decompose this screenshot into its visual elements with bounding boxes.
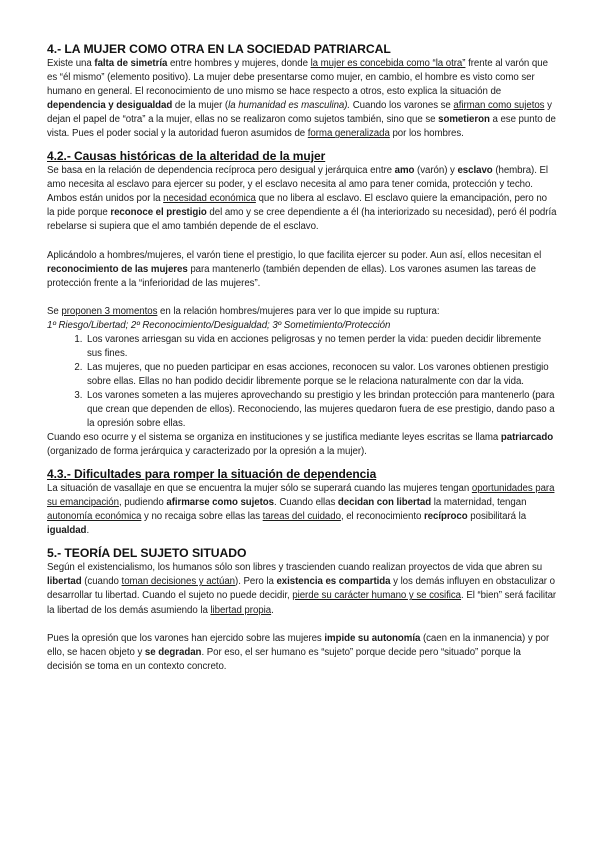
moments-line: 1º Riesgo/Libertad; 2º Reconocimiento/Desigualdad; 3º Sometimiento/Protección: [47, 319, 391, 331]
section-4-2-title: 4.2.- Causas históricas de la alteridad de la mujer: [47, 149, 326, 164]
section-4-3-title: 4.3.- Dificultades para romper la situación de dependencia: [47, 467, 377, 482]
document-page: [47, 42, 557, 674]
list-item: 3. Los varones someten a las mujeres aprovechando su prestigio y les brindan protección para mantenerlo (para que crean que dependen de ellos). Reconociendo, las mujeres quedaron fuera de ese prestigio, dando paso a la opresión sobre ellas.: [85, 389, 557, 431]
section-4-2-paragraph-2: Aplicándolo a hombres/mujeres, el varón tiene el prestigio, lo que facilita ejercer su poder. Aun así, ellos necesitan el reconocimiento de las mujeres para mantenerlo (también dependen de ellas). Los varones asumen las tareas de protección frente a la “inferioridad de las mujeres”.: [47, 249, 542, 289]
section-5-paragraph-1: Según el existencialismo, los humanos sólo son libres y trascienden cuando realizan proyectos de vida que abren su libertad (cuando toman decisiones y actúan). Pero la existencia es compartida y los demás influyen en obstaculizar o desarrollar tu libertad. Cuando el sujeto no puede decidir, pierde su carácter humano y se cosifica. El “bien” será facilitar la libertad de los demás asumiendo la libertad propia.: [47, 562, 557, 616]
list-item: 2. Las mujeres, que no pueden participar en esas acciones, reconocen su valor. Los varones obtienen prestigio sobre ellas. Ellas no han podido decidir libremente porque se le relaciona naturalmente con dar la vida.: [85, 361, 557, 389]
section-4-2-paragraph-3: Se proponen 3 momentos en la relación hombres/mujeres para ver lo que impide su ruptura:: [47, 305, 440, 317]
section-5-paragraph-2: Pues la opresión que los varones han ejercido sobre las mujeres impide su autonomía (caen en la inmanencia) y por ello, se hacen objeto y se degradan. Por eso, el ser humano es “sujeto” porque decide pero “situado” porque la decisión se toma en un contexto concreto.: [47, 632, 550, 672]
section-4-2-paragraph-1: Se basa en la relación de dependencia recíproca pero desigual y jerárquica entre amo (varón) y esclavo (hembra). El amo necesita al esclavo para ejercer su poder, y el esclavo necesita al amo para tener comida, protección y techo. Ambos están unidos por la necesidad económica que no libera al esclavo. El esclavo quiere la emancipación, pero no la pide porque reconoce el prestigio del amo y se cree dependiente a él (ha interiorizado su necesidad), peró él podría rebelarse si supiera que el amo también depende de el esclavo.: [47, 165, 557, 233]
moments-list: [47, 333, 557, 431]
section-4-3-paragraph: La situación de vasallaje en que se encuentra la mujer sólo se superará cuando las mujeres tengan oportunidades para su emancipación, pudiendo afirmarse como sujetos. Cuando ellas decidan con libertad la maternidad, tengan autonomía económica y no recaiga sobre ellas las tareas del cuidado, el reconocimiento recíproco posibilitará la igualdad.: [47, 483, 555, 537]
section-4-paragraph: Existe una falta de simetría entre hombres y mujeres, donde la mujer es concebida como “la otra” frente al varón que es “él mismo” (elemento positivo). La mujer debe presentarse como mujer, en cambio, el hombre es visto como ser humano en general. El reconocimiento de uno mismo se hace respecto a otros, esto explica la situación de dependencia y desigualdad de la mujer (la humanidad es masculina). Cuando los varones se afirman como sujetos y dejan el papel de “otra” a la mujer, ellas no se realizaron como sujetos también, sino que se sometieron a ese punto de vista. Pues el poder social y la autoridad fueron asumidos de forma generalizada por los hombres.: [47, 58, 556, 140]
section-4-title: 4.- LA MUJER COMO OTRA EN LA SOCIEDAD PATRIARCAL: [47, 42, 391, 56]
section-5-title: 5.- TEORÍA DEL SUJETO SITUADO: [47, 546, 247, 561]
section-4-2-paragraph-4: Cuando eso ocurre y el sistema se organiza en instituciones y se justifica mediante leyes escritas se llama patriarcado (organizado de forma jerárquica y caracterizado por la opresión a la mujer).: [47, 432, 554, 458]
list-item: 1. Los varones arriesgan su vida en acciones peligrosas y no temen perder la vida: pueden decidir libremente sus fines.: [85, 333, 557, 361]
